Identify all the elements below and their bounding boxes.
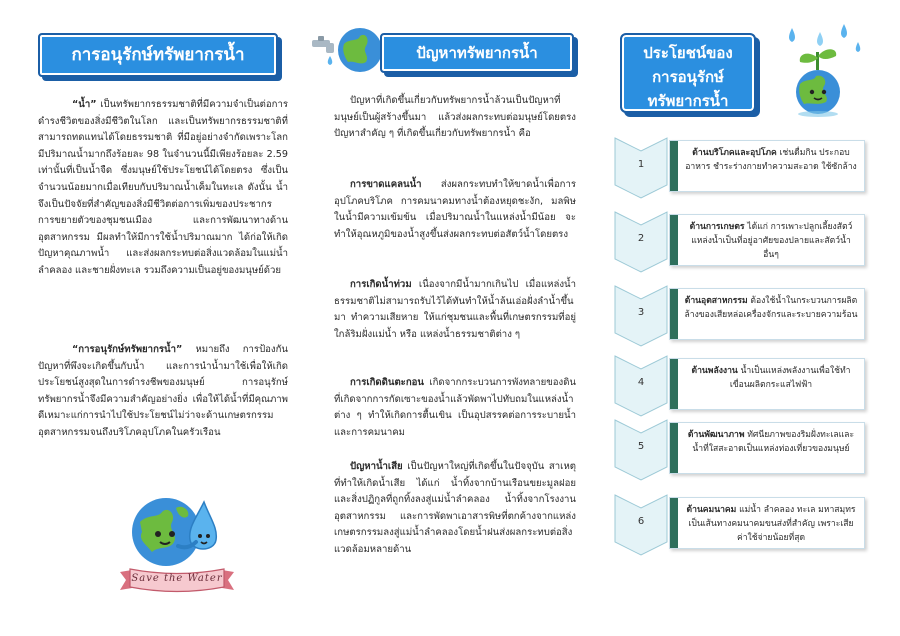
benefit-number: 6 bbox=[637, 516, 645, 527]
paragraph-conservation-definition bbox=[38, 342, 288, 442]
benefit-text-box bbox=[669, 288, 865, 340]
section-title-benefits-line-3: ทรัพยากรน้ำ bbox=[647, 92, 729, 110]
benefit-description: ได้แก่ การเพาะปลูกเลี้ยงสัตว์ แหล่งน้ำเป็นที่อยู่อาศัยของปลายและสัตว์น้ำอื่นๆ bbox=[691, 222, 853, 260]
paragraph-flooding bbox=[334, 277, 576, 343]
benefit-number: 3 bbox=[637, 307, 645, 318]
benefit-number: 5 bbox=[637, 441, 645, 452]
earth-globe-icon bbox=[336, 26, 384, 74]
paragraph-wastewater-text: เป็นปัญหาใหญ่ที่เกิดขึ้นในปัจจุบัน สาเหตุที่ทำให้เกิดน้ำเสีย ได้แก่ น้ำทิ้งจากบ้านเรือนขยะมูลฝอย และสิ่งปฏิกูลที่ถูกทิ้งลงสู่แม่น้ำลำคลอง น้ำทิ้งจากโรงงานอุตสาหกรรม และการพัดพาเอาสารพิษที่ตกค้างจากแหล่งเกษตรกรรมลงสู่แม่น้ำลำคลองโดยน้ำฝนส่งผลกระทบต่อสิ่งแวดล้อมหลายด้าน bbox=[334, 461, 576, 555]
benefit-heading: ด้านพลังงาน bbox=[691, 366, 738, 376]
save-water-banner-text: Save the Water bbox=[131, 573, 223, 584]
section-title-benefits bbox=[620, 33, 756, 113]
paragraph-sedimentation-text: เกิดจากกระบวนการพังทลายของดินที่เกิดจากการกัดเซาะของน้ำแล้วพัดพาไปทับถมในแหล่งน้ำต่าง ๆ ทำให้เกิดการตื้นเขิน เป็นอุปสรรคต่อการระบายน้ำ และการคมนาคม bbox=[334, 377, 576, 438]
benefit-text-box bbox=[669, 497, 865, 549]
benefit-description: เช่นดื่มกิน ประกอบอาหาร ชำระร่างกายทำความสะอาด ใช้ซักล้าง bbox=[685, 148, 857, 172]
benefit-heading: ด้านคมนาคม bbox=[686, 505, 737, 515]
paragraph-wastewater bbox=[334, 459, 576, 559]
earth-water-mascot-illustration bbox=[118, 484, 238, 572]
benefit-row-consumption bbox=[614, 137, 866, 199]
section-title-benefits-line-1: ประโยชน์ของ bbox=[643, 44, 733, 62]
benefit-description: น้ำเป็นแหล่งพลังงานเพื่อใช้ทำเขื่อนผลิตกระแสไฟฟ้า bbox=[729, 366, 851, 390]
paragraph-water-shortage-text: ส่งผลกระทบทำให้ขาดน้ำเพื่อการอุปโภคบริโภค การคมนาคมทางน้ำต้องหยุดชะงัก, มลพิษในน้ำมีความเข้มข้น เมื่อปริมาณน้ำในแหล่งน้ำมีน้อย จะทำให้อุณหภูมิของน้ำสูงขึ้นส่งผลกระทบต่อสัตว์น้ำโดยตรง bbox=[334, 179, 576, 240]
benefit-number: 2 bbox=[637, 233, 645, 244]
benefit-row-industry bbox=[614, 285, 866, 347]
benefit-row-scenery bbox=[614, 419, 866, 481]
benefit-text-box bbox=[669, 422, 865, 474]
benefit-description: ทัศนียภาพของริมฝั่งทะเลและน้ำที่ใสสะอาดเป็นแหล่งท่องเที่ยวของมนุษย์ bbox=[692, 430, 855, 454]
benefit-description: แม่น้ำ ลำคลอง ทะเล มหาสมุทร เป็นเส้นทางคมนาคมขนส่งที่สำคัญ เพราะเสียค่าใช้จ่ายน้อยที่สุด bbox=[688, 505, 856, 543]
term-wastewater: ปัญหาน้ำเสีย bbox=[350, 461, 403, 472]
paragraph-water-intro-text: เป็นทรัพยากรธรรมชาติที่มีความจำเป็นต่อการดำรงชีวิตของสิ่งมีชีวิตในโลก และเป็นทรัพยากรธรรมชาติที่สามารถทดแทนได้โดยธรรมชาติ ที่มีอยู่อย่างจำกัดเพราะโลกมีปริมาณน้ำมากถึงร้อยละ 98 ในจำนวนนี้มีเพียงร้อยละ 2.59 เท่านั้นที่เป็นน้ำจืด ซึ่งมนุษย์ใช้ประโยชน์ได้โดยตรง ซึ่งเป็นจำนวนน้อยมากเมื่อเทียบกับปริมาณน้ำเค็มในทะเล ดังนั้น น้ำจึงเป็นปัจจัยที่สำคัญของสิ่งมีชีวิตต่อการเพิ่มของประชากรการขยายตัวของชุมชนเมือง และการพัฒนาทางด้านอุตสาหกรรม มีผลทำให้มีการใช้น้ำปริมาณมาก ได้ก่อให้เกิดปัญหาคุณภาพน้ำ และส่งผลกระทบต่อสิ่งแวดล้อมในแม่น้ำลำคลอง และชายฝั่งทะเล รวมถึงความเป็นอยู่ของมนุษย์ด้วย bbox=[38, 99, 288, 276]
section-title-water-problems: ปัญหาทรัพยากรน้ำ bbox=[380, 33, 574, 73]
term-water: “น้ำ” bbox=[72, 99, 97, 110]
paragraph-water-shortage bbox=[334, 177, 576, 243]
benefit-row-agriculture bbox=[614, 211, 866, 273]
benefit-row-transport bbox=[614, 494, 866, 556]
benefit-number: 4 bbox=[637, 377, 645, 388]
benefit-text-box bbox=[669, 358, 865, 410]
benefit-number: 1 bbox=[637, 159, 645, 170]
paragraph-flooding-text: เนื่องจากมีน้ำมากเกินไป เมื่อแหล่งน้ำธรรมชาติไม่สามารถรับไว้ได้ทันทำให้น้ำล้นเอ่อฝั่งลำน้ำขึ้นมา ทำความเสียหาย ให้แก่ชุมชนและพื้นที่เกษตรกรรมที่อยู่ใกล้ริมฝั่งแม่น้ำ หรือ แหล่งน้ำธรรมชาติต่าง ๆ bbox=[334, 279, 576, 340]
benefit-heading: ด้านอุตสาหกรรม bbox=[684, 296, 748, 306]
benefit-text-box bbox=[669, 140, 865, 192]
term-water-shortage: การขาดแคลนน้ำ bbox=[350, 179, 422, 190]
term-sedimentation: การเกิดดินตะกอน bbox=[350, 377, 424, 388]
paragraph-conservation-definition-text: หมายถึง การป้องกันปัญหาที่พึงจะเกิดขึ้นกับน้ำ และการนำน้ำมาใช้เพื่อให้เกิดประโยชน์สูงสุดในการดำรงชีพของมนุษย์ การอนุรักษ์ทรัพยากรน้ำจึงมีความสำคัญอย่างยิ่ง เพื่อให้ได้น้ำที่มีคุณภาพดีเหมาะแก่การนำไปใช้ประโยชน์ไม่ว่าจะด้านเกษตรกรรม อุตสาหกรรมจนถึงบริโภคอุปโภคในครัวเรือน bbox=[38, 344, 288, 438]
benefit-heading: ด้านบริโภคและอุปโภค bbox=[692, 148, 777, 158]
benefit-text-box bbox=[669, 214, 865, 266]
term-conservation: “การอนุรักษ์ทรัพยากรน้ำ” bbox=[72, 344, 183, 355]
term-flooding: การเกิดน้ำท่วม bbox=[350, 279, 412, 290]
section-title-conservation: การอนุรักษ์ทรัพยากรน้ำ bbox=[38, 33, 278, 77]
paragraph-water-intro bbox=[38, 97, 288, 280]
paragraph-problems-intro: ปัญหาที่เกิดขึ้นเกี่ยวกับทรัพยากรน้ำล้วนเป็นปัญหาที่มนุษย์เป็นผู้สร้างขึ้นมา แล้วส่งผลกระทบต่อมนุษย์โดยตรง ปัญหาสำคัญ ๆ ที่เกิดขึ้นเกี่ยวกับทรัพยากรน้ำ คือ bbox=[334, 95, 576, 140]
benefit-heading: ด้านพัฒนาภาพ bbox=[687, 430, 745, 440]
section-title-benefits-line-2: การอนุรักษ์ bbox=[652, 68, 724, 86]
earth-plant-mascot-illustration bbox=[770, 22, 866, 118]
benefit-heading: ด้านการเกษตร bbox=[689, 222, 745, 232]
paragraph-sedimentation bbox=[334, 375, 576, 441]
benefit-row-energy bbox=[614, 355, 866, 417]
benefit-description: ต้องใช้น้ำในกระบวนการผลิต ล้างของเสียหล่อเครื่องจักรและระบายความร้อน bbox=[684, 296, 858, 320]
